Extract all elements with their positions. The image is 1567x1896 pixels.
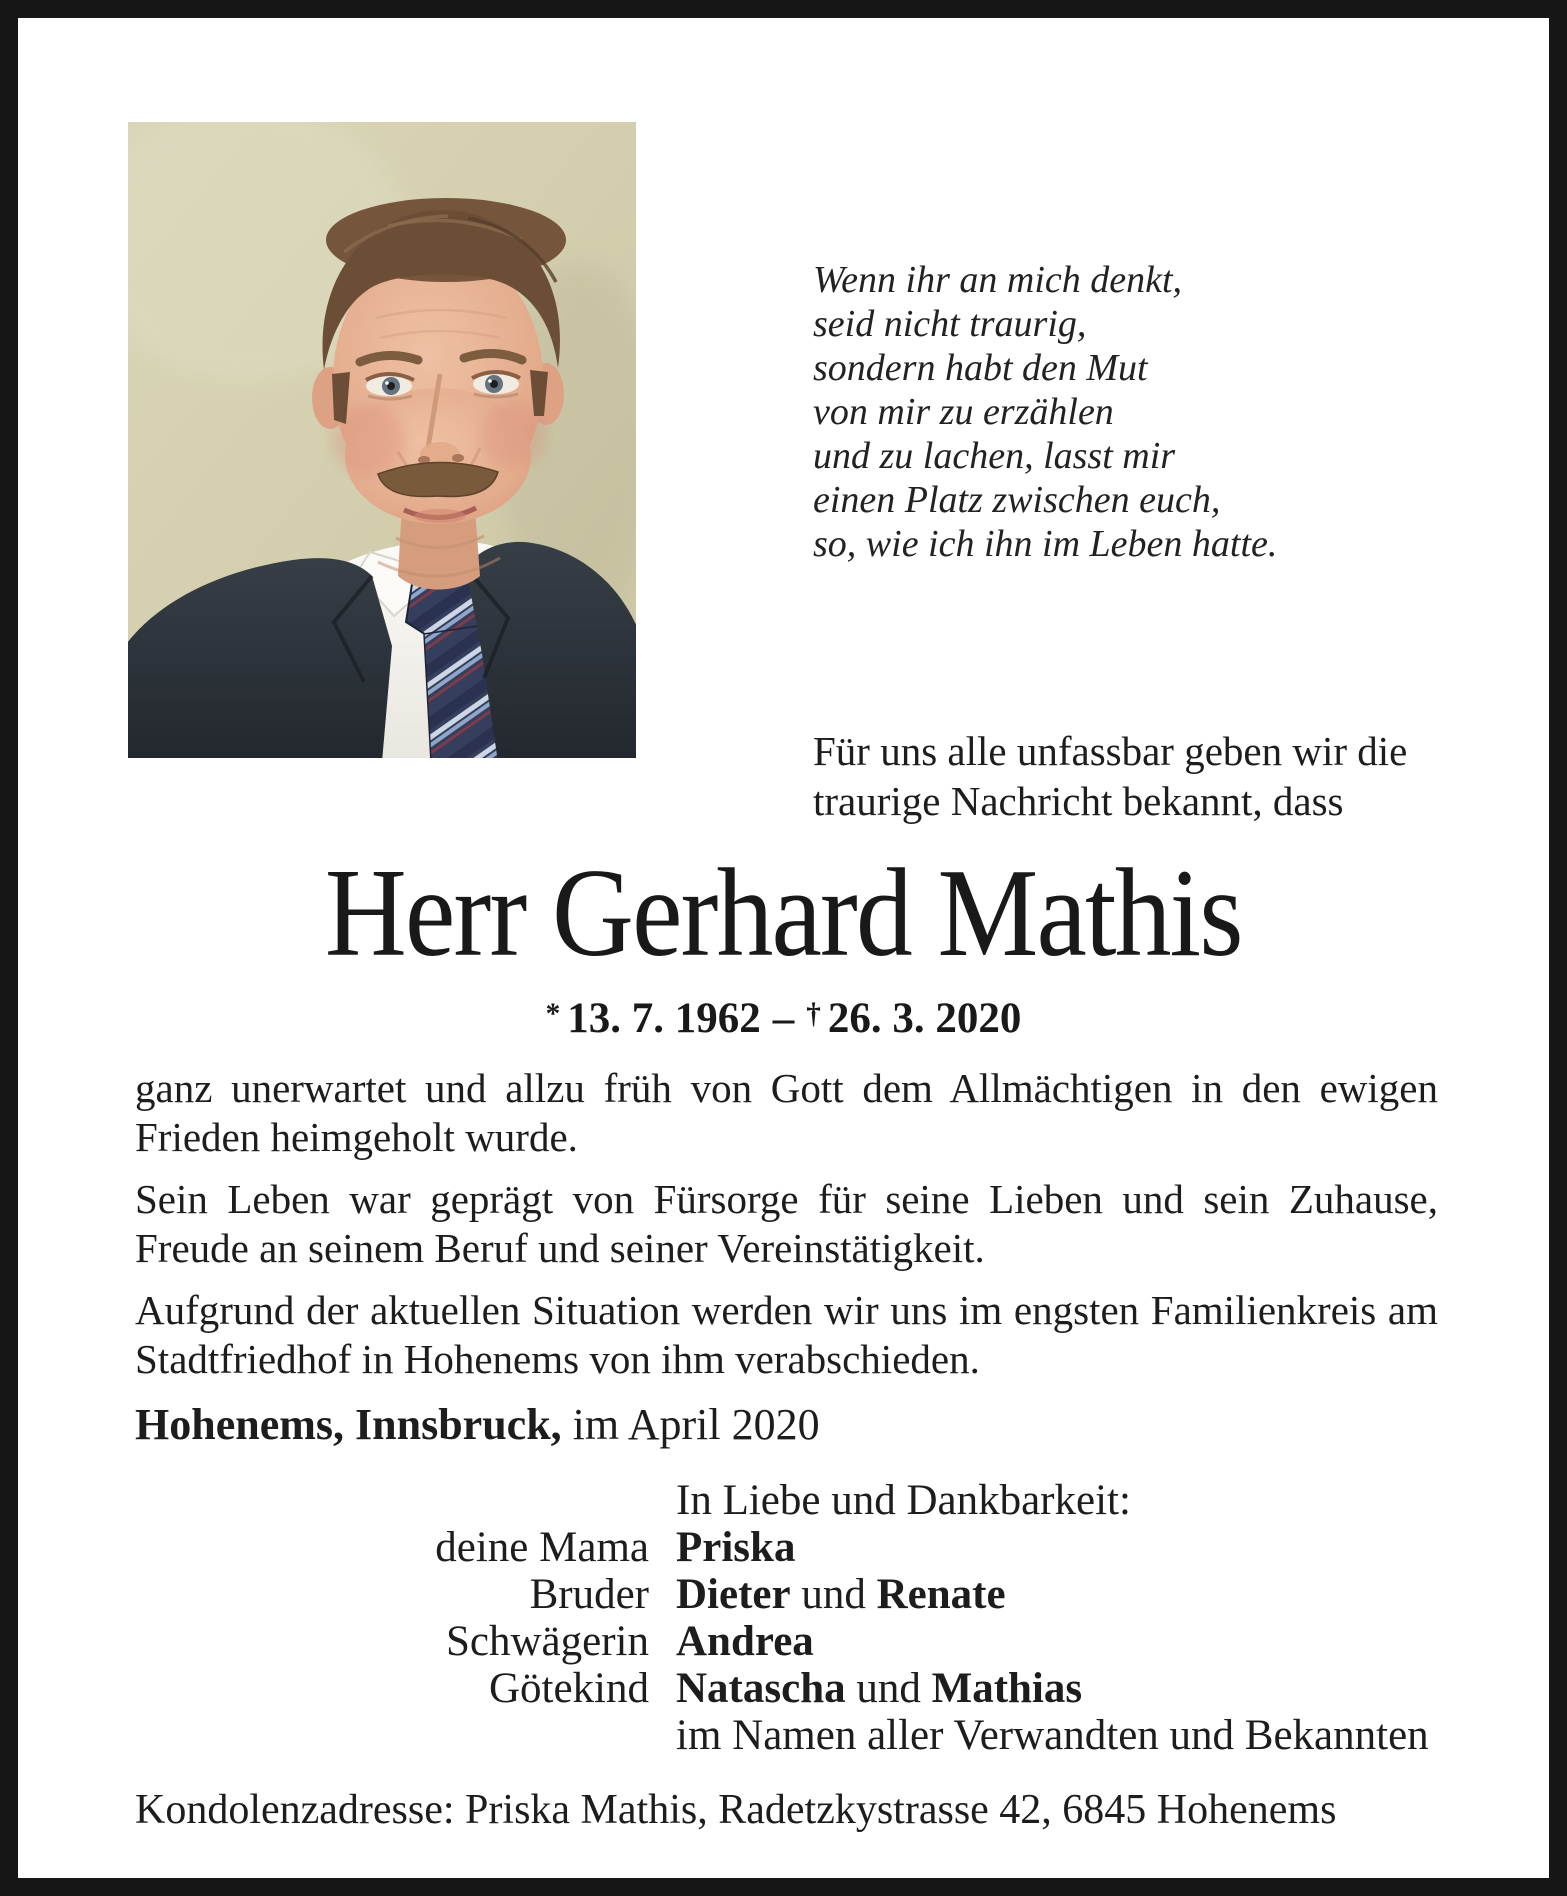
family-names	[676, 1524, 795, 1571]
poem-line: seid nicht traurig,	[813, 303, 1087, 345]
poem-line: sondern habt den Mut	[813, 347, 1148, 389]
poem-line: so, wie ich ihn im Leben hatte.	[813, 523, 1278, 565]
mourner-name: Natascha	[676, 1665, 846, 1712]
relation-label	[135, 1712, 676, 1759]
obituary-body	[135, 1064, 1438, 1397]
birth-date: 13. 7. 1962	[567, 995, 761, 1042]
body-paragraph: Sein Leben war geprägt von Fürsorge für seine Lieben und sein Zuhause, Freude an seinem Beruf und seiner Vereinstätigkeit.	[135, 1176, 1438, 1271]
family-names	[676, 1571, 1006, 1618]
month-year: im April 2020	[561, 1400, 820, 1449]
mourners-section	[135, 1477, 1429, 1759]
mourner-name: Andrea	[676, 1618, 814, 1665]
family-row	[135, 1571, 1429, 1618]
poem-line: einen Platz zwischen euch,	[813, 479, 1221, 521]
mourner-name: Dieter	[676, 1571, 791, 1618]
family-row	[135, 1712, 1429, 1759]
relation-label: Bruder	[529, 1571, 649, 1618]
lower-lip	[414, 509, 466, 523]
death-cross-symbol: †	[806, 997, 821, 1030]
death-date: 26. 3. 2020	[827, 995, 1022, 1042]
announcement-line: traurige Nachricht bekannt, dass	[813, 778, 1344, 824]
name-connector: und	[845, 1665, 932, 1712]
closing-intro: In Liebe und Dankbarkeit:	[676, 1477, 1131, 1524]
poem-line: von mir zu erzählen	[813, 391, 1114, 433]
birth-star-symbol: *	[545, 997, 561, 1030]
family-row	[135, 1477, 1429, 1524]
portrait-photo-graphic	[128, 122, 636, 758]
memorial-poem	[813, 258, 1277, 566]
body-paragraph: ganz unerwartet und allzu früh von Gott dem Allmächtigen in den ewigen Frieden heimgeholt wurde.	[135, 1065, 1438, 1160]
deceased-name-title	[20, 846, 1547, 982]
family-row	[135, 1665, 1429, 1712]
family-names	[676, 1665, 1082, 1712]
deceased-name: Herr Gerhard Mathis	[325, 844, 1242, 983]
mourner-name: Priska	[676, 1524, 796, 1571]
dates-separator: –	[772, 995, 795, 1042]
announcement-text	[813, 726, 1407, 826]
poem-line: und zu lachen, lasst mir	[813, 435, 1176, 477]
name-connector: und	[790, 1571, 877, 1618]
portrait-photo	[128, 122, 636, 758]
nostril	[452, 454, 464, 462]
place-names: Hohenems, Innsbruck,	[135, 1400, 562, 1449]
family-row	[135, 1618, 1429, 1665]
relation-label	[135, 1477, 676, 1524]
relation-label: Schwägerin	[446, 1618, 649, 1665]
relation-label: deine Mama	[435, 1524, 649, 1571]
mustache	[378, 462, 498, 496]
family-names	[676, 1618, 814, 1665]
mourner-name: Renate	[876, 1571, 1006, 1618]
life-dates	[0, 994, 1567, 1043]
poem-line: Wenn ihr an mich denkt,	[813, 259, 1183, 301]
announcement-line: Für uns alle unfassbar geben wir die	[813, 728, 1408, 774]
relation-label: Götekind	[488, 1665, 649, 1712]
family-rows	[135, 1524, 1429, 1712]
closing-outro: im Namen aller Verwandten und Bekannten	[676, 1712, 1429, 1759]
body-paragraph: Aufgrund der aktuellen Situation werden wir uns im engsten Familienkreis am Stadtfriedhof in Hohenems von ihm verabschieden.	[135, 1287, 1438, 1382]
place-date-line	[135, 1399, 820, 1450]
family-row	[135, 1524, 1429, 1571]
condolence-address: Kondolenzadresse: Priska Mathis, Radetzkystrasse 42, 6845 Hohenems	[135, 1787, 1337, 1833]
mourner-name: Mathias	[931, 1665, 1083, 1712]
